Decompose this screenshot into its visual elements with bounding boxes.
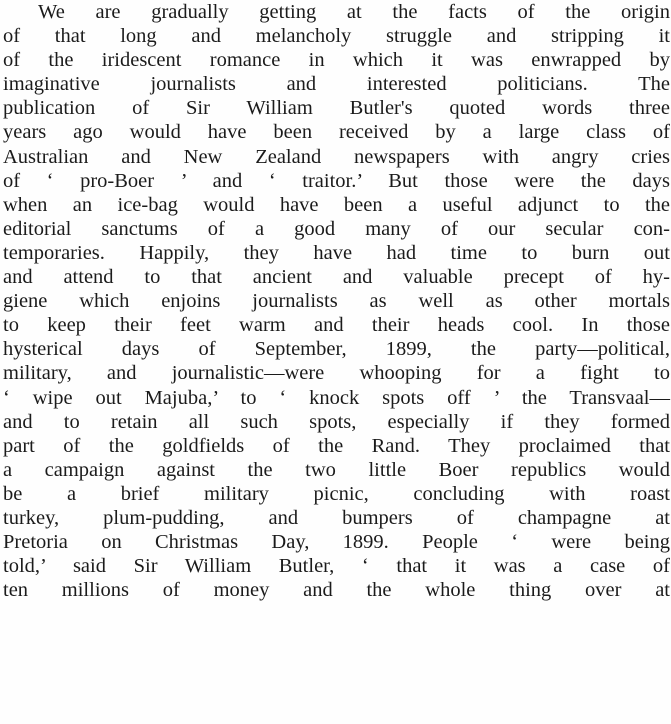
- text-line-22: turkey, plum-pudding, and bumpers of champagne at: [3, 506, 670, 529]
- text-line-4: imaginative journalists and interested politicians. The: [3, 73, 670, 96]
- text-line-19: part of the goldfields of the Rand. They proclaimed that: [3, 434, 670, 457]
- text-line-3: of the iridescent romance in which it was enwrapped by: [3, 49, 670, 72]
- text-line-24: told,’ said Sir William Butler, ‘ that it was a case of: [3, 555, 670, 578]
- text-line-6: years ago would have been received by a large class of: [3, 121, 670, 144]
- text-line-16: military, and journalistic—were whooping for a fight to: [3, 362, 670, 385]
- text-line-17: ‘ wipe out Majuba,’ to ‘ knock spots off ’ the Transvaal—: [3, 386, 670, 409]
- text-line-14: to keep their feet warm and their heads cool. In those: [3, 314, 670, 337]
- text-line-23: Pretoria on Christmas Day, 1899. People ‘ were being: [3, 531, 670, 554]
- text-line-25: ten millions of money and the whole thing over at: [3, 579, 670, 602]
- text-line-2: of that long and melancholy struggle and stripping it: [3, 25, 670, 48]
- text-line-11: temporaries. Happily, they have had time to burn out: [3, 241, 670, 264]
- text-line-20: a campaign against the two little Boer republics would: [3, 458, 670, 481]
- text-line-13: giene which enjoins journalists as well as other mortals: [3, 290, 670, 313]
- text-line-18: and to retain all such spots, especially if they formed: [3, 410, 670, 433]
- text-line-15: hysterical days of September, 1899, the party—political,: [3, 338, 670, 361]
- text-line-21: be a brief military picnic, concluding with roast: [3, 482, 670, 505]
- text-line-5: publication of Sir William Butler's quoted words three: [3, 97, 670, 120]
- text-line-8: of ‘ pro-Boer ’ and ‘ traitor.’ But those were the days: [3, 169, 670, 192]
- text-line-7: Australian and New Zealand newspapers with angry cries: [3, 145, 670, 168]
- text-line-9: when an ice-bag would have been a useful adjunct to the: [3, 193, 670, 216]
- text-line-10: editorial sanctums of a good many of our secular con-: [3, 217, 670, 240]
- text-line-1: We are gradually getting at the facts of the origin: [38, 1, 670, 23]
- text-line-12: and attend to that ancient and valuable precept of hy-: [3, 266, 670, 289]
